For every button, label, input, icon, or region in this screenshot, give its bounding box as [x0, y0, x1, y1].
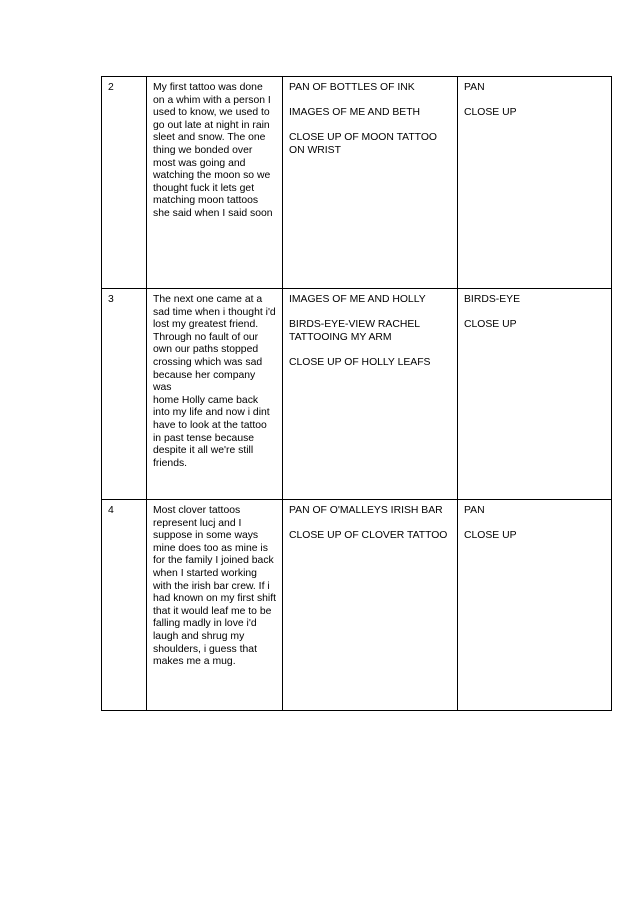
camera-cell: [458, 77, 612, 289]
visuals-cell: [283, 289, 458, 500]
camera-item: PAN: [464, 82, 485, 93]
camera-item: BIRDS-EYE: [464, 294, 521, 305]
camera-item: CLOSE UP: [464, 107, 517, 119]
narration-text: My first tattoo was done on a whim with a person I used to know, we used to go out late at night in rain sleet and snow. The one thing we bonded over most was going and watching the moon so we thought fuck it lets get matching moon tattoos she said when I said soon: [153, 82, 273, 219]
table-row: [102, 77, 612, 289]
narration-cell: [147, 289, 283, 500]
camera-item: CLOSE UP: [464, 530, 517, 542]
visual-item: CLOSE UP OF HOLLY LEAFS: [289, 356, 431, 368]
visual-item: BIRDS-EYE-VIEW RACHEL TATTOOING MY ARM: [289, 319, 420, 343]
camera-cell: [458, 500, 612, 711]
visuals-cell: [283, 77, 458, 289]
narration-cell: [147, 77, 283, 289]
visual-item: CLOSE UP OF CLOVER TATTOO: [289, 530, 448, 542]
row-number-cell: [102, 500, 147, 711]
visual-item: IMAGES OF ME AND HOLLY: [289, 294, 426, 305]
storyboard-table: [101, 76, 612, 711]
visual-item: IMAGES OF ME AND BETH: [289, 107, 421, 119]
camera-item: CLOSE UP: [464, 319, 517, 331]
row-number-cell: [102, 77, 147, 289]
camera-cell: [458, 289, 612, 500]
narration-text: Most clover tattoos represent lucj and I suppose in some ways mine does too as mine is for the family I joined back when I started working with the irish bar crew. If i had known on my first shift that it would leaf me to be falling madly in love i'd laugh and shrug my shoulders, i guess that makes me a mug.: [153, 505, 277, 668]
row-number: 4: [108, 505, 114, 516]
visuals-cell: [283, 500, 458, 711]
row-number: 3: [108, 294, 114, 305]
narration-cell: [147, 500, 283, 711]
camera-item: PAN: [464, 505, 485, 516]
table-row: [102, 289, 612, 500]
row-number-cell: [102, 289, 147, 500]
table-row: [102, 500, 612, 711]
visual-item: PAN OF BOTTLES OF INK: [289, 82, 415, 93]
narration-text: The next one came at a sad time when i thought i'd lost my greatest friend. Through no fault of our own our paths stopped crossing which was sad because her company was home Holly came back into my life and now i dint have to look at the tattoo in past tense because despite it all we're still friends.: [153, 294, 276, 469]
visual-item: CLOSE UP OF MOON TATTOO ON WRIST: [289, 132, 437, 156]
visual-item: PAN OF O'MALLEYS IRISH BAR: [289, 505, 443, 516]
row-number: 2: [108, 82, 114, 93]
